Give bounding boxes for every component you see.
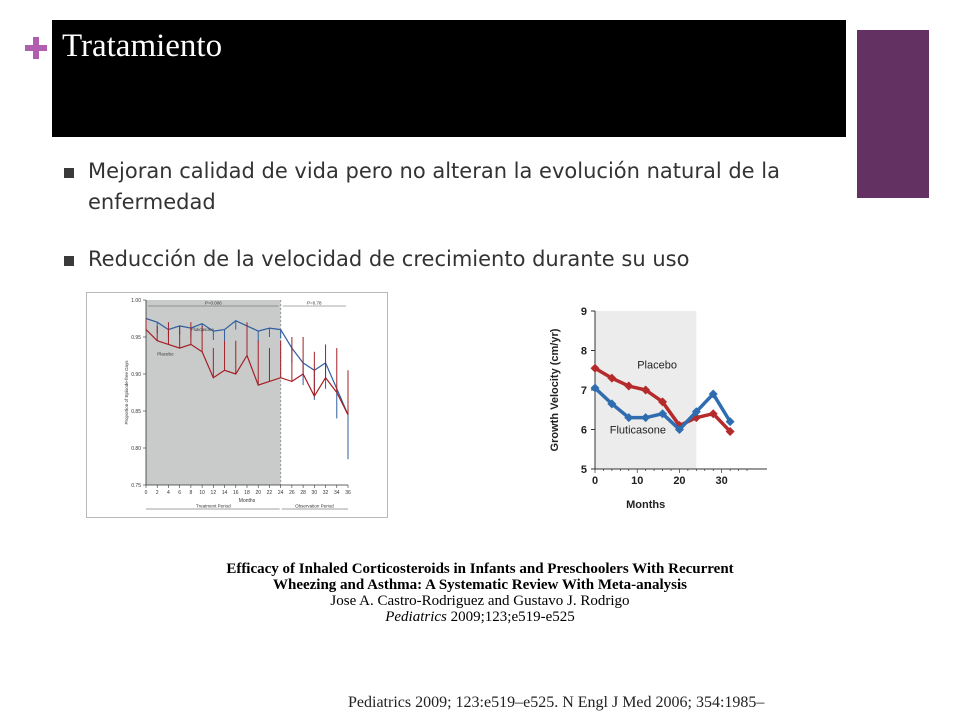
- y-axis-label: Growth Velocity (cm/yr): [549, 328, 561, 452]
- x-tick-label: 4: [167, 490, 170, 496]
- y-tick-label: 0.75: [131, 483, 141, 489]
- y-tick-label: 0.80: [131, 446, 141, 452]
- series-label-placebo: Placebo: [637, 359, 677, 372]
- series-label: Placebo: [157, 351, 174, 357]
- x-tick-label: 10: [631, 475, 644, 487]
- reference-citation: [120, 561, 840, 625]
- bullet-text: Mejoran calidad de vida pero no alteran la evolución natural de la enfermedad: [88, 159, 780, 214]
- x-axis-label: Months: [626, 499, 666, 511]
- x-tick-label: 16: [232, 490, 239, 496]
- reference-authors: Jose A. Castro-Rodriguez and Gustavo J. Rodrigo: [330, 593, 630, 609]
- y-tick-label: 5: [580, 464, 587, 476]
- x-tick-label: 0: [591, 475, 599, 487]
- y-tick-label: 0.85: [131, 409, 141, 415]
- x-tick-label: 34: [333, 490, 340, 496]
- x-tick-label: 8: [189, 490, 193, 496]
- y-axis-label: Proportion of Episode-free Days: [124, 360, 129, 425]
- x-tick-label: 10: [199, 490, 205, 496]
- y-tick-label: 0.90: [131, 372, 141, 378]
- episode-free-days-chart: [86, 292, 388, 518]
- x-tick-label: 24: [277, 490, 284, 496]
- bullet-quality-of-life: [64, 156, 834, 218]
- series-label: Fluticasone: [190, 327, 214, 333]
- x-axis-label: Months: [238, 498, 256, 504]
- y-tick-label: 6: [580, 424, 587, 437]
- x-tick-label: 0: [144, 490, 148, 496]
- reference-journal-line: [120, 609, 840, 625]
- bullet-growth-velocity: [64, 244, 834, 275]
- period-label: Treatment Period: [196, 503, 231, 509]
- x-tick-label: 18: [244, 490, 250, 496]
- bullet-text: Reducción de la velocidad de crecimiento durante su uso: [88, 247, 690, 271]
- x-tick-label: 22: [266, 490, 273, 496]
- x-tick-label: 30: [715, 475, 728, 487]
- footer-citation: Pediatrics 2009; 123:e519–e525. N Engl J Med 2006; 354:1985–: [348, 694, 765, 711]
- x-tick-label: 2: [155, 490, 159, 496]
- x-tick-label: 28: [300, 490, 306, 496]
- x-tick-label: 36: [345, 490, 351, 496]
- x-tick-label: 20: [673, 475, 686, 487]
- reference-journal: Pediatrics: [385, 609, 447, 625]
- reference-citation-numbers: 2009;123;e519-e525: [450, 609, 575, 625]
- y-tick-label: 1.00: [131, 298, 141, 304]
- x-tick-label: 20: [255, 490, 262, 496]
- x-tick-label: 26: [289, 490, 295, 496]
- slide-title: Tratamiento: [62, 28, 223, 64]
- bullet-square: [64, 256, 74, 266]
- growth-velocity-chart: [505, 296, 767, 518]
- x-tick-label: 14: [221, 490, 228, 496]
- y-tick-label: 0.95: [131, 335, 141, 341]
- y-tick-label: 8: [580, 345, 587, 358]
- period-label: Observation Period: [295, 503, 334, 509]
- y-tick-label: 9: [580, 306, 587, 318]
- x-tick-label: 32: [322, 490, 329, 496]
- y-tick-label: 7: [580, 385, 587, 397]
- p-value-label: P=0.006: [204, 300, 222, 306]
- p-value-label: P=0.78: [307, 300, 322, 306]
- reference-title-line2: Wheezing and Asthma: A Systematic Review With Meta-analysis: [272, 577, 688, 593]
- series-label-fluticasone: Fluticasone: [609, 424, 667, 437]
- plus-icon: [24, 36, 48, 60]
- accent-block: [857, 30, 929, 198]
- reference-title-line1: Efficacy of Inhaled Corticosteroids in Infants and Preschoolers With Recurrent: [226, 561, 734, 577]
- x-tick-label: 30: [311, 490, 318, 496]
- x-tick-label: 12: [210, 490, 217, 496]
- bullet-square: [64, 168, 74, 178]
- x-tick-label: 6: [178, 490, 182, 496]
